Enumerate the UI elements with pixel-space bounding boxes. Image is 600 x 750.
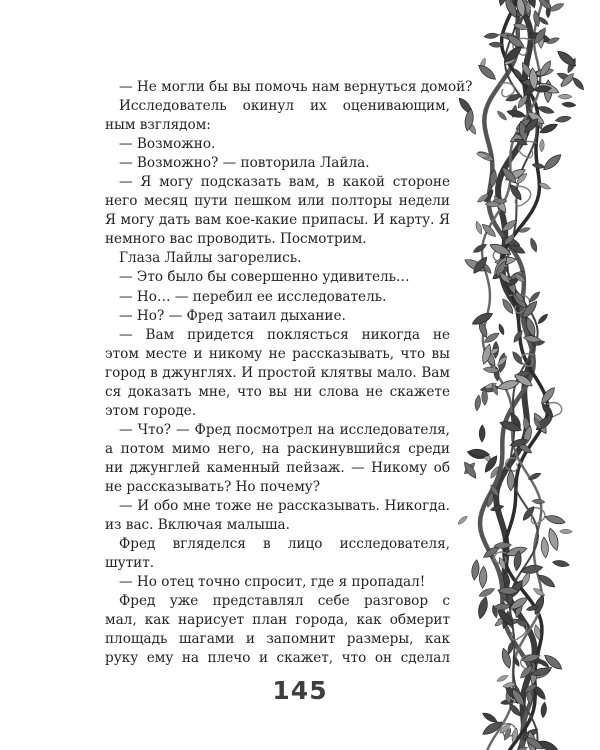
text-line: Фред уже представлял себе разговор с	[119, 593, 450, 610]
text-line: Фред вгляделся в лицо исследователя,	[119, 536, 450, 553]
text-line: ся доказать мне, что вы ни слова не скажете	[105, 383, 450, 400]
text-line: город в джунглях. И простой клятвы мало. Вам	[105, 364, 450, 381]
text-line: ным взглядом:	[105, 117, 211, 134]
text-line: а потом мимо него, на раскинувшийся среди	[105, 440, 450, 457]
text-line: — Я могу подсказать вам, в какой стороне	[119, 174, 450, 191]
text-line: шутит.	[105, 555, 155, 572]
text-line: него месяц пути пешком или полторы недели	[105, 193, 450, 210]
page-number: 145	[272, 676, 328, 705]
text-line: руку ему на плечо и скажет, что он сделал	[105, 650, 450, 667]
text-line: — Это было бы совершенно удивитель…	[119, 269, 410, 286]
text-line: Глаза Лайлы загорелись.	[119, 250, 302, 267]
text-line: — Но отец точно спросит, где я пропадал!	[119, 574, 426, 591]
text-line: Исследователь окинул их оценивающим,	[119, 98, 450, 115]
vine-ornament-icon	[420, 0, 600, 750]
text-line: мал, как нарисует план города, как обмерит	[105, 612, 450, 629]
text-line: из вас. Включая малыша.	[105, 517, 290, 534]
text-line: Я могу дать вам кое-какие припасы. И карту. Я	[105, 212, 450, 229]
text-line: — Не могли бы вы помочь нам вернуться домой?	[119, 79, 473, 95]
text-line: — Возможно? — повторила Лайла.	[119, 155, 370, 172]
text-line: площадь шагами и запомнит размеры, как	[105, 631, 450, 648]
text-line: не рассказывать? Но почему?	[105, 478, 321, 495]
text-line: немного вас проводить. Посмотрим.	[105, 231, 367, 248]
text-line: — Что? — Фред посмотрел на исследователя,	[119, 421, 450, 438]
text-line: — И обо мне тоже не рассказывать. Никогда.	[119, 498, 450, 515]
text-line: этом месте и никому не рассказывать, что вы	[105, 345, 450, 362]
text-line: — Возможно.	[119, 136, 216, 153]
page-text	[105, 78, 473, 668]
text-line: этом городе.	[105, 402, 197, 419]
text-line: — Вам придется поклясться никогда не	[119, 326, 450, 343]
text-line: — Но… — перебил ее исследователь.	[119, 288, 387, 305]
text-line: — Но? — Фред затаил дыхание.	[119, 307, 346, 324]
text-line: ни джунглей каменный пейзаж. — Никому об	[105, 459, 450, 476]
